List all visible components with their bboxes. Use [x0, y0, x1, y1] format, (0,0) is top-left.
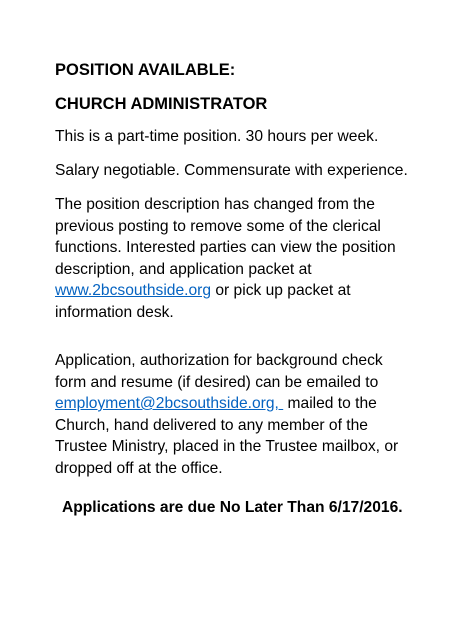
email-link[interactable]: employment@2bcsouthside.org, — [55, 395, 284, 412]
description-line: functions. Interested parties can view the position — [55, 239, 396, 256]
description-line: The position description has changed from the — [55, 196, 375, 213]
description-line-rest: or pick up packet at — [211, 282, 351, 299]
paragraph-description — [55, 194, 445, 323]
heading-church-administrator: CHURCH ADMINISTRATOR — [55, 95, 268, 113]
application-line: Application, authorization for background check — [55, 352, 383, 369]
application-line: Church, hand delivered to any member of the — [55, 416, 368, 434]
description-line-with-link — [55, 280, 445, 302]
paragraph-salary-text: Salary negotiable. Commensurate with experience. — [55, 162, 408, 179]
paragraph-salary — [55, 160, 445, 182]
heading-position-available: POSITION AVAILABLE: — [55, 61, 236, 79]
paragraph-hours — [55, 126, 445, 148]
paragraph-hours-text: This is a part-time position. 30 hours per week. — [55, 128, 379, 145]
website-link[interactable]: www.2bcsouthside.org — [55, 282, 212, 299]
application-line: dropped off at the office. — [55, 459, 223, 477]
deadline-text: Applications are due No Later Than 6/17/2016. — [62, 499, 403, 516]
description-line: information desk. — [55, 303, 174, 321]
description-line: description, and application packet at — [55, 260, 312, 278]
application-line: Trustee Ministry, placed in the Trustee mailbox, or — [55, 438, 399, 455]
application-line-rest: mailed to the — [283, 395, 377, 412]
description-line: previous posting to remove some of the clerical — [55, 217, 381, 235]
application-line-with-link — [55, 393, 445, 415]
application-line: form and resume (if desired) can be emailed to — [55, 373, 379, 391]
paragraph-application — [55, 350, 445, 479]
